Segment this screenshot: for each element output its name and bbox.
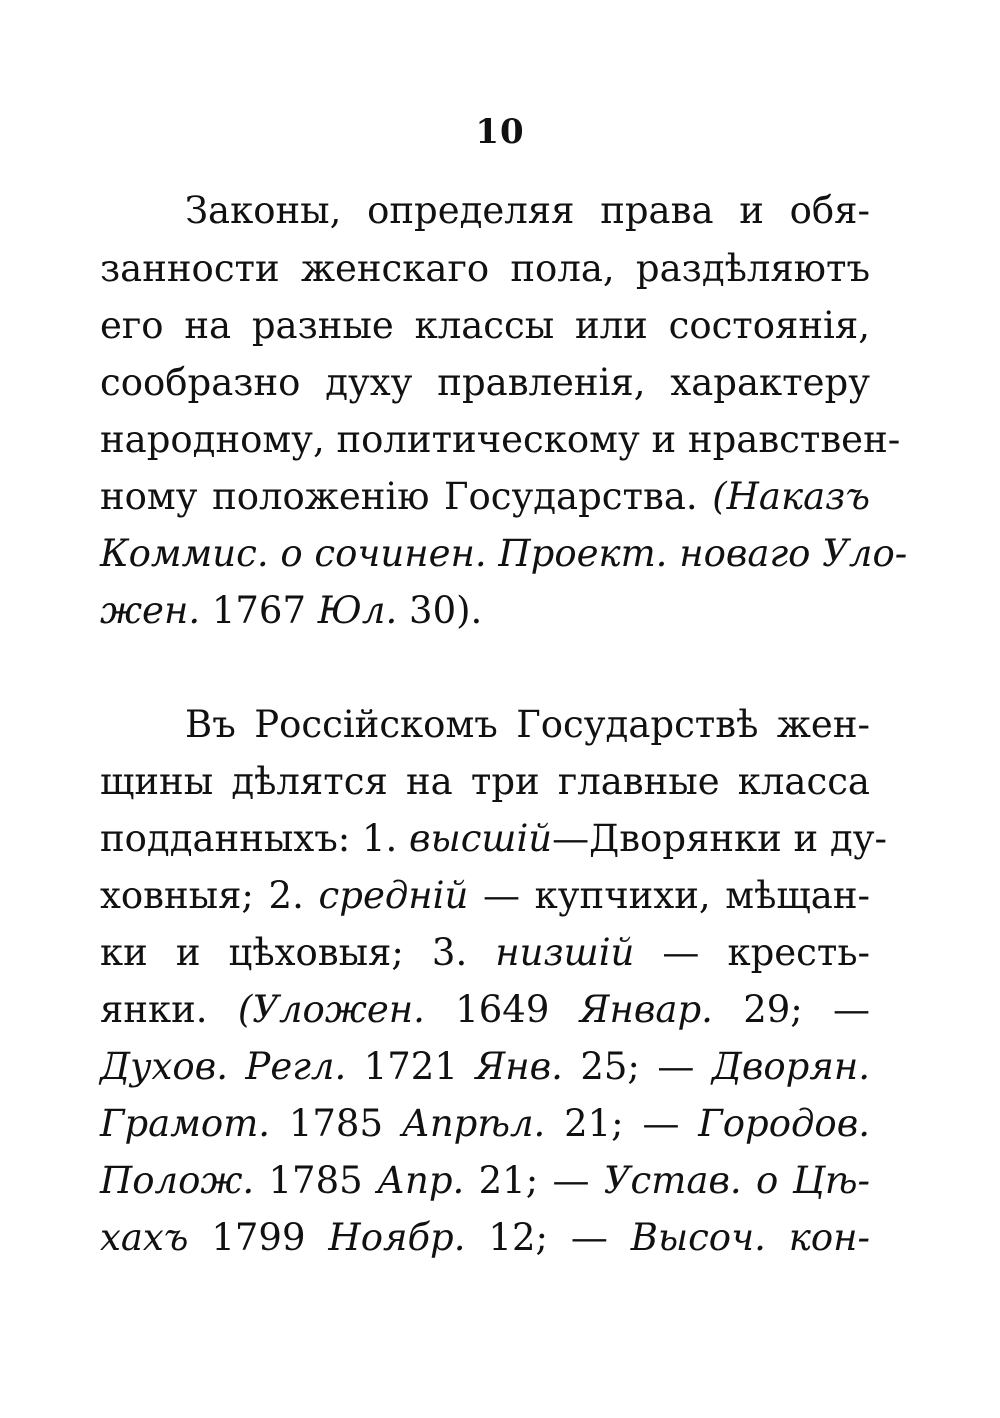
text-run: 1799 — [188, 1216, 329, 1259]
text-line — [100, 354, 870, 412]
citation-run: Январ. — [579, 988, 713, 1031]
citation-run: Высоч. кон- — [630, 1216, 870, 1259]
page-number: 10 — [475, 112, 525, 152]
text-run: 1721 — [346, 1045, 476, 1088]
text-run: —Дворянки и ду- — [552, 817, 888, 860]
text-run: Законы, определяя права и обя- — [185, 189, 870, 232]
text-line — [185, 696, 870, 754]
text-line — [100, 753, 870, 811]
citation-run: Духов. Регл. — [100, 1045, 347, 1088]
text-line — [100, 411, 901, 469]
citation-run: Ноябр. — [328, 1216, 466, 1259]
text-run: янки. — [100, 988, 238, 1031]
text-run: — кресть- — [634, 931, 870, 974]
text-line — [100, 468, 870, 526]
text-run: Въ Россійскомъ Государствѣ жен- — [185, 703, 870, 746]
text-run: щины дѣлятся на три главные класса — [100, 760, 870, 803]
text-run: 25; — — [562, 1045, 712, 1088]
text-run: ки и цѣховыя; 3. — [100, 931, 496, 974]
text-run: 1649 — [424, 988, 580, 1031]
citation-run: хахъ — [100, 1216, 189, 1259]
text-line — [100, 297, 870, 355]
citation-run: Дворян. — [711, 1045, 870, 1088]
text-run: 12; — — [465, 1216, 631, 1259]
text-line — [100, 1209, 870, 1267]
text-run: 29; — — [712, 988, 871, 1031]
text-line — [100, 240, 870, 298]
text-run: сообразно духу правленія, характеру — [100, 361, 870, 404]
text-run: занности женскаго пола, раздѣляютъ — [100, 247, 870, 290]
citation-run: Городов. — [698, 1102, 870, 1145]
citation-run: (Наказъ — [712, 475, 870, 518]
citation-run: Грамот. — [100, 1102, 271, 1145]
text-line — [100, 981, 870, 1039]
text-run: 1767 — [200, 589, 318, 632]
citation-run: Апрѣл. — [401, 1102, 546, 1145]
text-run: 1785 — [254, 1159, 377, 1202]
text-line — [100, 582, 870, 640]
citation-run: Устав. о Цѣ- — [603, 1159, 870, 1202]
text-run: — купчихи, мѣщан- — [468, 874, 870, 917]
text-run: ховныя; 2. — [100, 874, 319, 917]
text-run: ному положенію Государства. — [100, 475, 713, 518]
citation-run: Полож. — [100, 1159, 255, 1202]
text-run: 21; — — [464, 1159, 604, 1202]
text-line — [100, 1038, 870, 1096]
text-run: подданныхъ: 1. — [100, 817, 410, 860]
class-term: высшій — [409, 817, 553, 860]
class-term: низшій — [495, 931, 635, 974]
text-line — [100, 525, 908, 583]
text-line — [100, 810, 888, 868]
class-term: средній — [318, 874, 469, 917]
text-line — [100, 867, 870, 925]
text-run: 1785 — [270, 1102, 402, 1145]
text-line — [100, 1152, 870, 1210]
text-line — [100, 924, 870, 982]
text-line — [100, 1095, 870, 1153]
citation-run: (Уложен. — [237, 988, 425, 1031]
text-run: 30). — [397, 589, 483, 632]
citation-run: Янв. — [475, 1045, 563, 1088]
text-run: 21; — — [545, 1102, 699, 1145]
citation-run: жен. — [100, 589, 201, 632]
citation-run: Юл. — [317, 589, 398, 632]
citation-run: Коммис. о сочинен. Проект. новаго Уло- — [100, 532, 908, 575]
text-line — [185, 182, 870, 240]
text-run: его на разные классы или состоянія, — [100, 304, 870, 347]
text-run: народному, политическому и нравствен- — [100, 418, 901, 461]
citation-run: Апр. — [377, 1159, 465, 1202]
